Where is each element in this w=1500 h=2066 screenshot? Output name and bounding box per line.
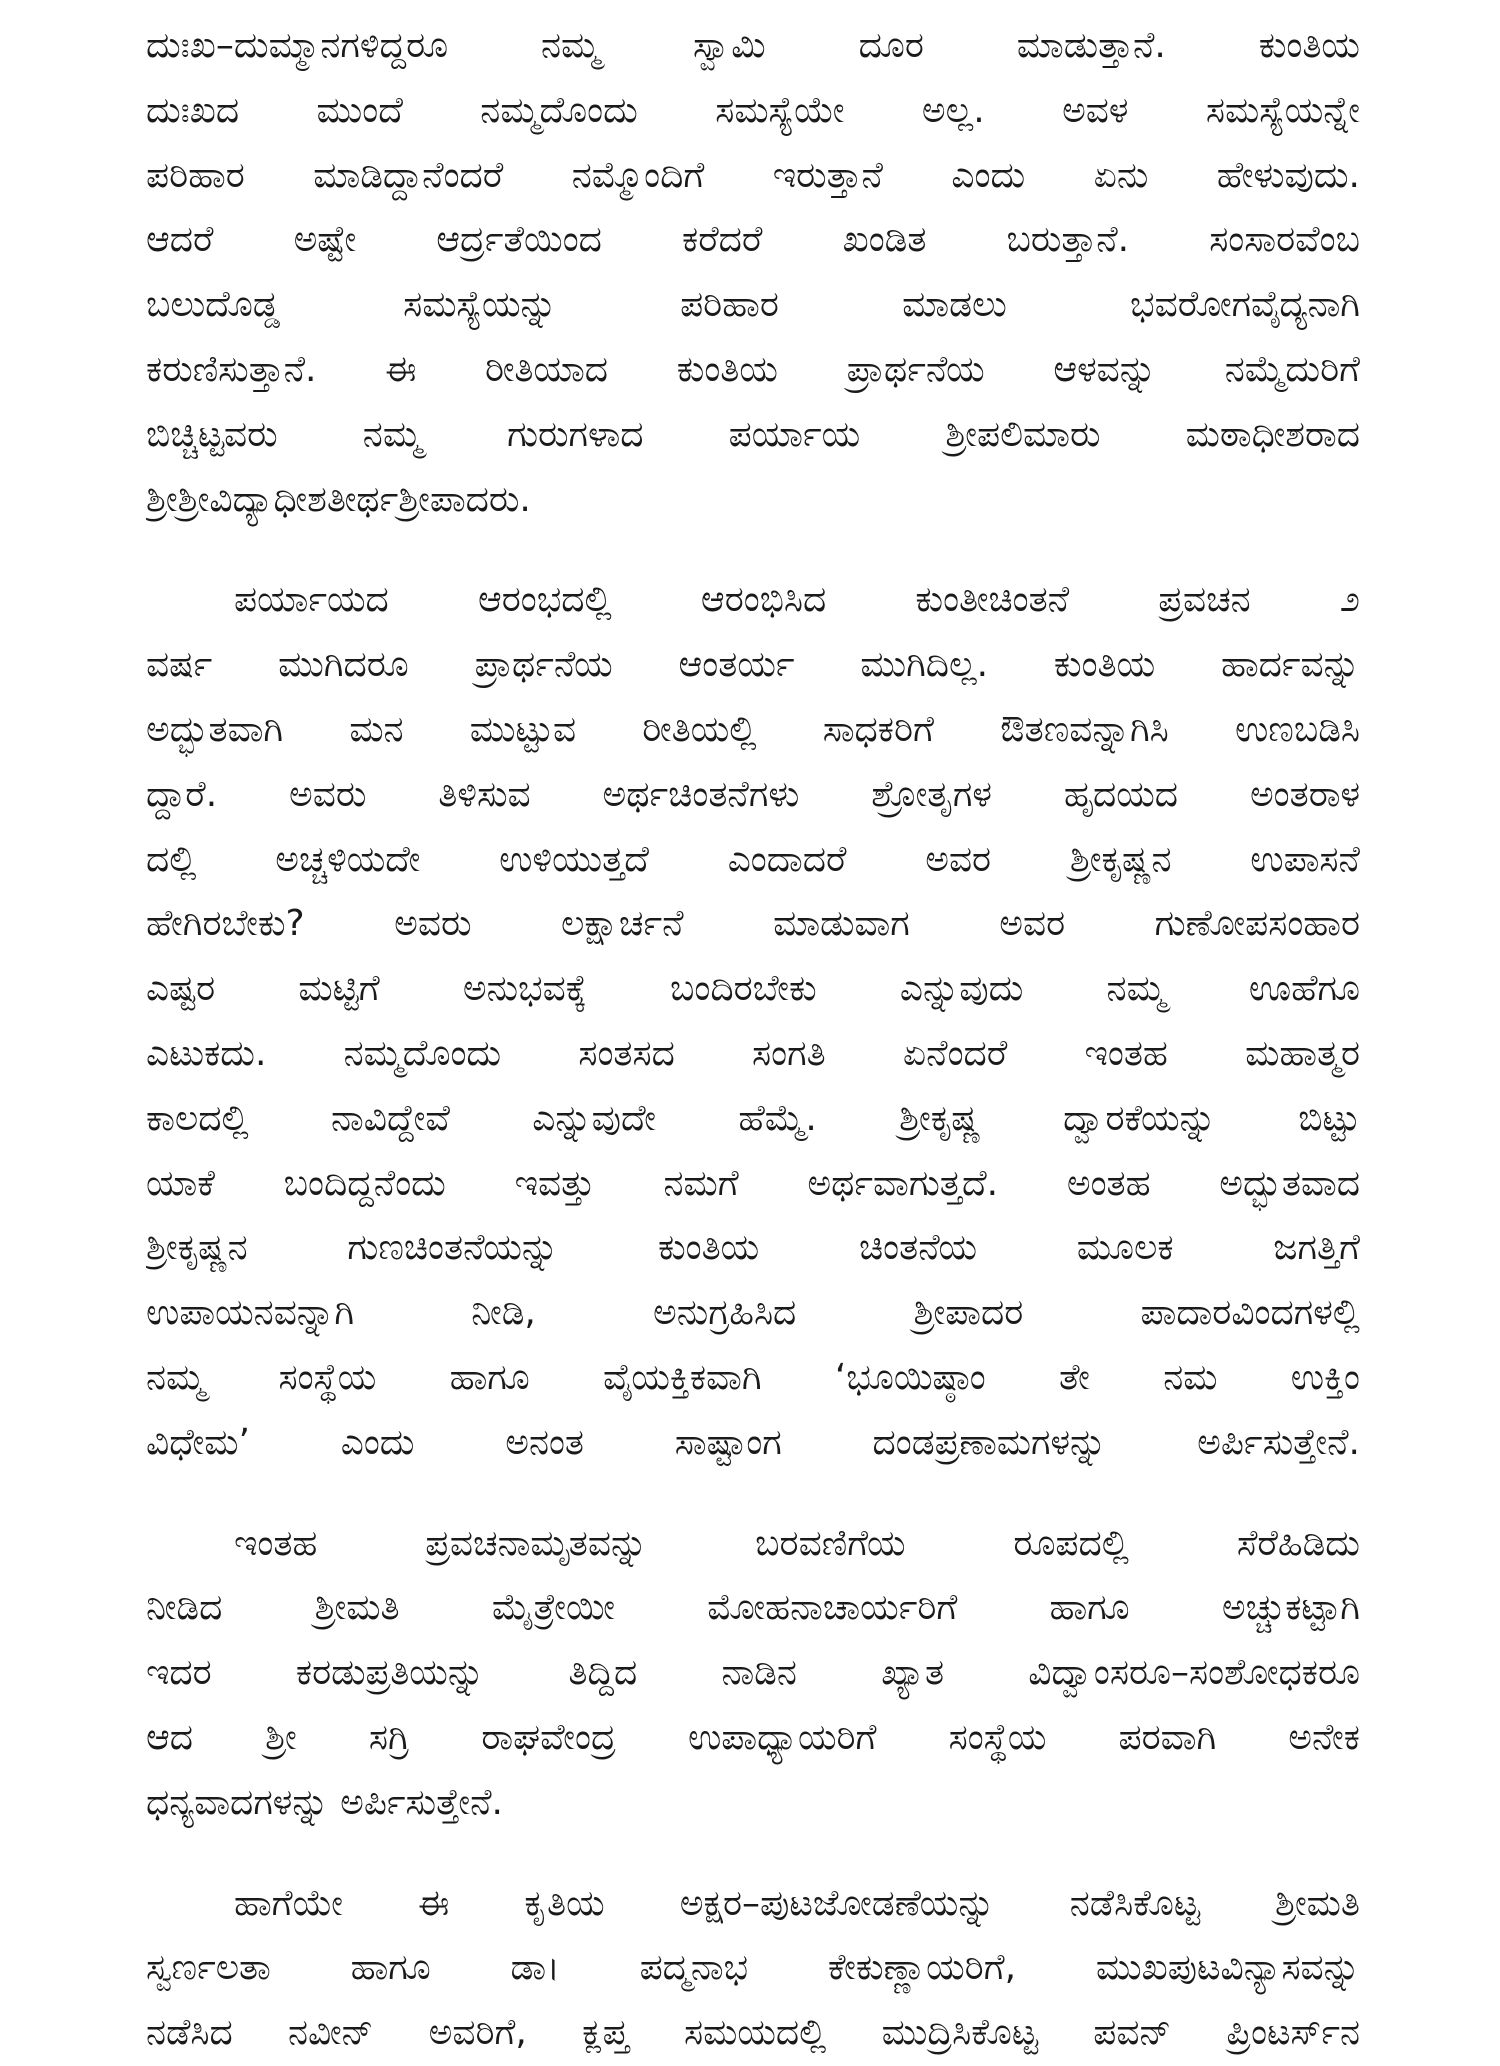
text-line: ಎಟುಕದು. ನಮ್ಮದೊಂದು ಸಂತಸದ ಸಂಗತಿ ಏನೆಂದರೆ ಇಂತಹ ಮಹಾತ್ಮರ xyxy=(146,1032,1360,1074)
text-line: ಪರ್ಯಾಯದ ಆರಂಭದಲ್ಲಿ ಆರಂಭಿಸಿದ ಕುಂತೀಚಿಂತನೆ ಪ್ರವಚನ ೨ xyxy=(234,579,1360,621)
text-line: ದಲ್ಲಿ ಅಚ್ಚಳಿಯದೇ ಉಳಿಯುತ್ತದೆ ಎಂದಾದರೆ ಅವರ ಶ್ರೀಕೃಷ್ಣನ ಉಪಾಸನೆ xyxy=(146,838,1360,880)
text-line: ಇದರ ಕರಡುಪ್ರತಿಯನ್ನು ತಿದ್ದಿದ ನಾಡಿನ ಖ್ಯಾತ ವಿದ್ವಾಂಸರೂ–ಸಂಶೋಧಕರೂ xyxy=(146,1652,1360,1694)
text-line: ಧನ್ಯವಾದಗಳನ್ನು ಅರ್ಪಿಸುತ್ತೇನೆ. xyxy=(146,1781,503,1823)
text-line: ಬಲುದೊಡ್ಡ ಸಮಸ್ಯೆಯನ್ನು ಪರಿಹಾರ ಮಾಡಲು ಭವರೋಗವೈದ್ಯನಾಗಿ xyxy=(146,284,1360,326)
paragraph-spacer xyxy=(146,532,1360,568)
text-line: ಕಾಲದಲ್ಲಿ ನಾವಿದ್ದೇವೆ ಎನ್ನುವುದೇ ಹೆಮ್ಮೆ. ಶ್ರೀಕೃಷ್ಣ ದ್ವಾರಕೆಯನ್ನು ಬಿಟ್ಟು xyxy=(146,1097,1360,1139)
text-line: ಕರುಣಿಸುತ್ತಾನೆ. ಈ ರೀತಿಯಾದ ಕುಂತಿಯ ಪ್ರಾರ್ಥನೆಯ ಆಳವನ್ನು ನಮ್ಮೆದುರಿಗೆ xyxy=(146,348,1360,390)
document-page xyxy=(146,14,1360,2066)
text-line: ದ್ದಾರೆ. ಅವರು ತಿಳಿಸುವ ಅರ್ಥಚಿಂತನೆಗಳು ಶ್ರೋತೃಗಳ ಹೃದಯದ ಅಂತರಾಳ xyxy=(146,773,1360,815)
text-line: ಬಿಚ್ಚಿಟ್ಟವರು ನಮ್ಮ ಗುರುಗಳಾದ ಪರ್ಯಾಯ ಶ್ರೀಪಲಿಮಾರು ಮಠಾಧೀಶರಾದ xyxy=(146,413,1360,455)
text-line: ಇಂತಹ ಪ್ರವಚನಾಮೃತವನ್ನು ಬರವಣಿಗೆಯ ರೂಪದಲ್ಲಿ ಸೆರೆಹಿಡಿದು xyxy=(234,1522,1360,1564)
paragraph-3 xyxy=(146,1512,1360,1836)
text-line: ವರ್ಷ ಮುಗಿದರೂ ಪ್ರಾರ್ಥನೆಯ ಆಂತರ್ಯ ಮುಗಿದಿಲ್ಲ. ಕುಂತಿಯ ಹಾರ್ದವನ್ನು xyxy=(146,644,1360,686)
text-line: ನೀಡಿದ ಶ್ರೀಮತಿ ಮೈತ್ರೇಯೀ ಮೋಹನಾಚಾರ್ಯರಿಗೆ ಹಾಗೂ ಅಚ್ಚುಕಟ್ಟಾಗಿ xyxy=(146,1587,1360,1629)
text-line: ವಿಧೇಮ’ ಎಂದು ಅನಂತ ಸಾಷ್ಟಾಂಗ ದಂಡಪ್ರಣಾಮಗಳನ್ನು ಅರ್ಪಿಸುತ್ತೇನೆ. xyxy=(146,1421,1360,1463)
text-line: ಶ್ರೀಕೃಷ್ಣನ ಗುಣಚಿಂತನೆಯನ್ನು ಕುಂತಿಯ ಚಿಂತನೆಯ ಮೂಲಕ ಜಗತ್ತಿಗೆ xyxy=(146,1227,1360,1269)
text-line: ಅದ್ಭುತವಾಗಿ ಮನ ಮುಟ್ಟುವ ರೀತಿಯಲ್ಲಿ ಸಾಧಕರಿಗೆ ಔತಣವನ್ನಾಗಿಸಿ ಉಣಬಡಿಸಿ xyxy=(146,708,1360,750)
text-line: ದುಃಖದ ಮುಂದೆ ನಮ್ಮದೊಂದು ಸಮಸ್ಯೆಯೇ ಅಲ್ಲ. ಅವಳ ಸಮಸ್ಯೆಯನ್ನೇ xyxy=(146,89,1360,131)
text-line: ಉಪಾಯನವನ್ನಾಗಿ ನೀಡಿ, ಅನುಗ್ರಹಿಸಿದ ಶ್ರೀಪಾದರ ಪಾದಾರವಿಂದಗಳಲ್ಲಿ xyxy=(146,1292,1360,1334)
text-line: ನಮ್ಮ ಸಂಸ್ಥೆಯ ಹಾಗೂ ವೈಯಕ್ತಿಕವಾಗಿ ‘ಭೂಯಿಷ್ಠಾಂ ತೇ ನಮ ಉಕ್ತಿಂ xyxy=(146,1356,1360,1398)
text-line: ಪರಿಹಾರ ಮಾಡಿದ್ದಾನೆಂದರೆ ನಮ್ಮೊಂದಿಗೆ ಇರುತ್ತಾನೆ ಎಂದು ಏನು ಹೇಳುವುದು. xyxy=(146,154,1360,196)
paragraph-2 xyxy=(146,568,1360,1475)
text-line: ಹೇಗಿರಬೇಕು? ಅವರು ಲಕ್ಷಾರ್ಚನೆ ಮಾಡುವಾಗ ಅವರ ಗುಣೋಪಸಂಹಾರ xyxy=(146,903,1360,945)
text-line: ಶ್ರೀಶ್ರೀವಿದ್ಯಾಧೀಶತೀರ್ಥಶ್ರೀಪಾದರು. xyxy=(146,478,531,520)
paragraph-spacer xyxy=(146,1836,1360,1872)
text-line: ಹಾಗೆಯೇ ಈ ಕೃತಿಯ ಅಕ್ಷರ–ಪುಟಜೋಡಣೆಯನ್ನು ನಡೆಸಿಕೊಟ್ಟ ಶ್ರೀಮತಿ xyxy=(234,1882,1360,1924)
text-line: ಯಾಕೆ ಬಂದಿದ್ದನೆಂದು ಇವತ್ತು ನಮಗೆ ಅರ್ಥವಾಗುತ್ತದೆ. ಅಂತಹ ಅದ್ಭುತವಾದ xyxy=(146,1162,1360,1204)
text-line: ದುಃಖ–ದುಮ್ಮಾನಗಳಿದ್ದರೂ ನಮ್ಮ ಸ್ವಾಮಿ ದೂರ ಮಾಡುತ್ತಾನೆ. ಕುಂತಿಯ xyxy=(146,25,1360,66)
text-line: ಎಷ್ಟರ ಮಟ್ಟಿಗೆ ಅನುಭವಕ್ಕೆ ಬಂದಿರಬೇಕು ಎನ್ನುವುದು ನಮ್ಮ ಊಹೆಗೂ xyxy=(146,968,1360,1010)
text-line: ಸ್ವರ್ಣಲತಾ ಹಾಗೂ ಡಾ। ಪದ್ಮನಾಭ ಕೇಕುಣ್ಣಾಯರಿಗೆ, ಮುಖಪುಟವಿನ್ಯಾಸವನ್ನು xyxy=(146,1947,1360,1989)
paragraph-4 xyxy=(146,1872,1360,2066)
text-line: ನಡೆಸಿದ ನವೀನ್ ಅವರಿಗೆ, ಕ್ಲಪ್ತ ಸಮಯದಲ್ಲಿ ಮುದ್ರಿಸಿಕೊಟ್ಟ ಪವನ್ ಪ್ರಿಂಟರ್ಸ್‌ನ xyxy=(146,2012,1360,2054)
paragraph-1 xyxy=(146,14,1360,532)
text-line: ಆದ ಶ್ರೀ ಸಗ್ರಿ ರಾಘವೇಂದ್ರ ಉಪಾಧ್ಯಾಯರಿಗೆ ಸಂಸ್ಥೆಯ ಪರವಾಗಿ ಅನೇಕ xyxy=(146,1716,1360,1758)
paragraph-spacer xyxy=(146,1476,1360,1512)
text-line: ಆದರೆ ಅಷ್ಟೇ ಆರ್ದ್ರತೆಯಿಂದ ಕರೆದರೆ ಖಂಡಿತ ಬರುತ್ತಾನೆ. ಸಂಸಾರವೆಂಬ xyxy=(146,219,1360,261)
